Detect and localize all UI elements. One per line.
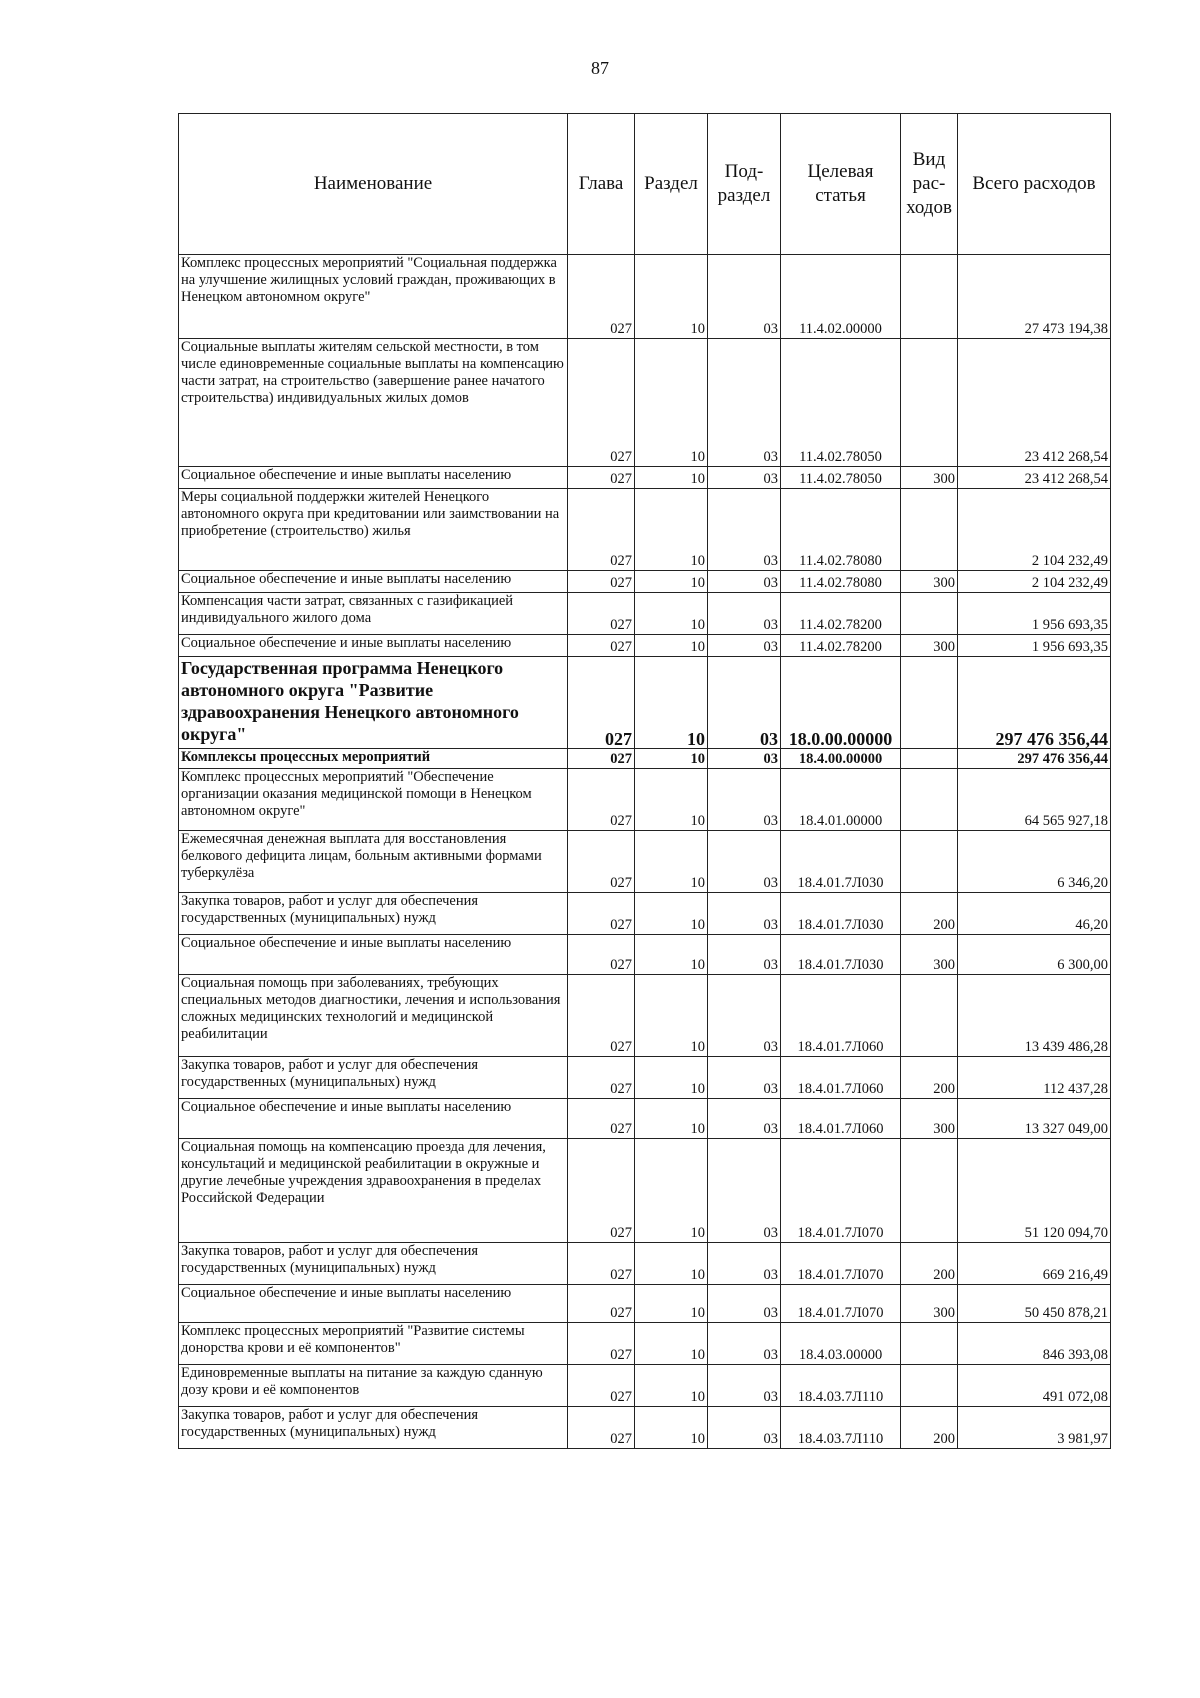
cell-razdel: 10 bbox=[635, 255, 708, 339]
cell-vid-rashodov bbox=[901, 593, 958, 635]
cell-podrazdel: 03 bbox=[708, 593, 781, 635]
table-row bbox=[179, 1057, 1111, 1099]
cell-podrazdel: 03 bbox=[708, 1285, 781, 1323]
cell-podrazdel: 03 bbox=[708, 831, 781, 893]
cell-glava: 027 bbox=[568, 1285, 635, 1323]
cell-name: Социальное обеспечение и иные выплаты населению bbox=[179, 571, 568, 593]
cell-celevaya-statya: 18.4.03.7Л110 bbox=[781, 1407, 901, 1449]
cell-vid-rashodov bbox=[901, 831, 958, 893]
cell-total: 297 476 356,44 bbox=[958, 749, 1111, 769]
cell-razdel: 10 bbox=[635, 635, 708, 657]
cell-total: 23 412 268,54 bbox=[958, 339, 1111, 467]
table-row bbox=[179, 635, 1111, 657]
cell-razdel: 10 bbox=[635, 1285, 708, 1323]
cell-celevaya-statya: 11.4.02.78080 bbox=[781, 571, 901, 593]
cell-celevaya-statya: 18.4.01.7Л060 bbox=[781, 1099, 901, 1139]
cell-total: 3 981,97 bbox=[958, 1407, 1111, 1449]
cell-celevaya-statya: 11.4.02.78080 bbox=[781, 489, 901, 571]
cell-celevaya-statya: 11.4.02.78200 bbox=[781, 593, 901, 635]
cell-razdel: 10 bbox=[635, 593, 708, 635]
table-body bbox=[179, 255, 1111, 1449]
header-podrazdel: Под- раздел bbox=[708, 114, 781, 255]
cell-razdel: 10 bbox=[635, 1057, 708, 1099]
table-row bbox=[179, 1243, 1111, 1285]
cell-glava: 027 bbox=[568, 1323, 635, 1365]
cell-podrazdel: 03 bbox=[708, 1365, 781, 1407]
cell-razdel: 10 bbox=[635, 1099, 708, 1139]
cell-razdel: 10 bbox=[635, 571, 708, 593]
cell-podrazdel: 03 bbox=[708, 1139, 781, 1243]
cell-vid-rashodov bbox=[901, 339, 958, 467]
cell-razdel: 10 bbox=[635, 657, 708, 749]
cell-name: Социальное обеспечение и иные выплаты населению bbox=[179, 467, 568, 489]
cell-razdel: 10 bbox=[635, 975, 708, 1057]
header-name: Наименование bbox=[179, 114, 568, 255]
cell-glava: 027 bbox=[568, 975, 635, 1057]
cell-name: Закупка товаров, работ и услуг для обеспечения государственных (муниципальных) нужд bbox=[179, 1057, 568, 1099]
cell-vid-rashodov: 300 bbox=[901, 467, 958, 489]
cell-name: Комплекс процессных мероприятий "Социальная поддержка на улучшение жилищных условий граждан, проживающих в Ненецком автономном округе" bbox=[179, 255, 568, 339]
cell-name: Социальные выплаты жителям сельской местности, в том числе единовременные социальные выплаты на компенсацию части затрат, на строительство (завершение ранее начатого строительства) индивидуальных жилых домов bbox=[179, 339, 568, 467]
cell-total: 2 104 232,49 bbox=[958, 489, 1111, 571]
table-row bbox=[179, 255, 1111, 339]
table-row bbox=[179, 489, 1111, 571]
cell-total: 669 216,49 bbox=[958, 1243, 1111, 1285]
table-row bbox=[179, 1407, 1111, 1449]
table-row bbox=[179, 1285, 1111, 1323]
table-row bbox=[179, 1099, 1111, 1139]
cell-podrazdel: 03 bbox=[708, 255, 781, 339]
cell-celevaya-statya: 11.4.02.00000 bbox=[781, 255, 901, 339]
cell-glava: 027 bbox=[568, 339, 635, 467]
cell-vid-rashodov: 200 bbox=[901, 893, 958, 935]
cell-podrazdel: 03 bbox=[708, 1099, 781, 1139]
table-row bbox=[179, 1323, 1111, 1365]
cell-vid-rashodov bbox=[901, 657, 958, 749]
cell-name: Социальное обеспечение и иные выплаты населению bbox=[179, 1099, 568, 1139]
cell-glava: 027 bbox=[568, 571, 635, 593]
cell-podrazdel: 03 bbox=[708, 1243, 781, 1285]
cell-podrazdel: 03 bbox=[708, 467, 781, 489]
cell-celevaya-statya: 18.4.03.00000 bbox=[781, 1323, 901, 1365]
cell-name: Закупка товаров, работ и услуг для обеспечения государственных (муниципальных) нужд bbox=[179, 1243, 568, 1285]
cell-vid-rashodov: 200 bbox=[901, 1057, 958, 1099]
cell-vid-rashodov bbox=[901, 1139, 958, 1243]
cell-podrazdel: 03 bbox=[708, 935, 781, 975]
cell-total: 27 473 194,38 bbox=[958, 255, 1111, 339]
cell-glava: 027 bbox=[568, 1139, 635, 1243]
cell-razdel: 10 bbox=[635, 1407, 708, 1449]
cell-glava: 027 bbox=[568, 935, 635, 975]
cell-vid-rashodov: 300 bbox=[901, 1285, 958, 1323]
cell-podrazdel: 03 bbox=[708, 635, 781, 657]
cell-glava: 027 bbox=[568, 769, 635, 831]
cell-razdel: 10 bbox=[635, 1139, 708, 1243]
page-number: 87 bbox=[591, 58, 609, 78]
cell-podrazdel: 03 bbox=[708, 571, 781, 593]
cell-glava: 027 bbox=[568, 657, 635, 749]
table-row bbox=[179, 339, 1111, 467]
cell-total: 1 956 693,35 bbox=[958, 593, 1111, 635]
cell-glava: 027 bbox=[568, 255, 635, 339]
cell-vid-rashodov bbox=[901, 749, 958, 769]
cell-name: Социальное обеспечение и иные выплаты населению bbox=[179, 1285, 568, 1323]
cell-name: Комплекс процессных мероприятий "Обеспечение организации оказания медицинской помощи в Ненецком автономном округе" bbox=[179, 769, 568, 831]
cell-total: 2 104 232,49 bbox=[958, 571, 1111, 593]
cell-podrazdel: 03 bbox=[708, 339, 781, 467]
cell-razdel: 10 bbox=[635, 489, 708, 571]
header-glava: Глава bbox=[568, 114, 635, 255]
cell-total: 297 476 356,44 bbox=[958, 657, 1111, 749]
cell-razdel: 10 bbox=[635, 1243, 708, 1285]
cell-total: 112 437,28 bbox=[958, 1057, 1111, 1099]
table-row bbox=[179, 1365, 1111, 1407]
cell-celevaya-statya: 18.4.01.00000 bbox=[781, 769, 901, 831]
cell-podrazdel: 03 bbox=[708, 893, 781, 935]
cell-podrazdel: 03 bbox=[708, 489, 781, 571]
cell-total: 23 412 268,54 bbox=[958, 467, 1111, 489]
cell-razdel: 10 bbox=[635, 749, 708, 769]
cell-podrazdel: 03 bbox=[708, 1323, 781, 1365]
cell-razdel: 10 bbox=[635, 467, 708, 489]
cell-vid-rashodov: 300 bbox=[901, 571, 958, 593]
cell-celevaya-statya: 11.4.02.78050 bbox=[781, 339, 901, 467]
cell-celevaya-statya: 11.4.02.78050 bbox=[781, 467, 901, 489]
cell-podrazdel: 03 bbox=[708, 975, 781, 1057]
cell-vid-rashodov bbox=[901, 769, 958, 831]
table-row bbox=[179, 769, 1111, 831]
cell-razdel: 10 bbox=[635, 831, 708, 893]
cell-total: 51 120 094,70 bbox=[958, 1139, 1111, 1243]
cell-total: 50 450 878,21 bbox=[958, 1285, 1111, 1323]
cell-razdel: 10 bbox=[635, 1365, 708, 1407]
cell-name: Ежемесячная денежная выплата для восстановления белкового дефицита лицам, больным активными формами туберкулёза bbox=[179, 831, 568, 893]
cell-glava: 027 bbox=[568, 1057, 635, 1099]
cell-vid-rashodov bbox=[901, 1365, 958, 1407]
table-row bbox=[179, 657, 1111, 749]
header-vid-rashodov: Вид рас- ходов bbox=[901, 114, 958, 255]
header-razdel: Раздел bbox=[635, 114, 708, 255]
cell-vid-rashodov bbox=[901, 975, 958, 1057]
table-row bbox=[179, 893, 1111, 935]
cell-celevaya-statya: 18.4.01.7Л070 bbox=[781, 1139, 901, 1243]
cell-podrazdel: 03 bbox=[708, 749, 781, 769]
table-row bbox=[179, 935, 1111, 975]
cell-celevaya-statya: 18.0.00.00000 bbox=[781, 657, 901, 749]
cell-name: Закупка товаров, работ и услуг для обеспечения государственных (муниципальных) нужд bbox=[179, 893, 568, 935]
cell-vid-rashodov: 200 bbox=[901, 1407, 958, 1449]
budget-table bbox=[178, 113, 1111, 1449]
cell-razdel: 10 bbox=[635, 769, 708, 831]
table-row bbox=[179, 593, 1111, 635]
cell-razdel: 10 bbox=[635, 935, 708, 975]
table-row bbox=[179, 975, 1111, 1057]
cell-glava: 027 bbox=[568, 893, 635, 935]
cell-glava: 027 bbox=[568, 1243, 635, 1285]
table-row bbox=[179, 571, 1111, 593]
table-row bbox=[179, 749, 1111, 769]
cell-celevaya-statya: 18.4.01.7Л070 bbox=[781, 1243, 901, 1285]
cell-name: Социальное обеспечение и иные выплаты населению bbox=[179, 935, 568, 975]
table-row bbox=[179, 831, 1111, 893]
cell-total: 6 346,20 bbox=[958, 831, 1111, 893]
cell-total: 846 393,08 bbox=[958, 1323, 1111, 1365]
cell-glava: 027 bbox=[568, 1407, 635, 1449]
table-row bbox=[179, 1139, 1111, 1243]
cell-podrazdel: 03 bbox=[708, 769, 781, 831]
cell-celevaya-statya: 18.4.01.7Л070 bbox=[781, 1285, 901, 1323]
cell-name: Единовременные выплаты на питание за каждую сданную дозу крови и её компонентов bbox=[179, 1365, 568, 1407]
cell-vid-rashodov: 300 bbox=[901, 935, 958, 975]
cell-vid-rashodov: 300 bbox=[901, 635, 958, 657]
cell-podrazdel: 03 bbox=[708, 1057, 781, 1099]
cell-name: Государственная программа Ненецкого автономного округа "Развитие здравоохранения Ненецкого автономного округа" bbox=[179, 657, 568, 749]
cell-celevaya-statya: 18.4.00.00000 bbox=[781, 749, 901, 769]
cell-vid-rashodov bbox=[901, 1323, 958, 1365]
cell-glava: 027 bbox=[568, 635, 635, 657]
cell-name: Социальное обеспечение и иные выплаты населению bbox=[179, 635, 568, 657]
cell-total: 1 956 693,35 bbox=[958, 635, 1111, 657]
cell-celevaya-statya: 18.4.01.7Л030 bbox=[781, 935, 901, 975]
cell-name: Закупка товаров, работ и услуг для обеспечения государственных (муниципальных) нужд bbox=[179, 1407, 568, 1449]
cell-razdel: 10 bbox=[635, 1323, 708, 1365]
cell-celevaya-statya: 18.4.01.7Л030 bbox=[781, 831, 901, 893]
cell-name: Комплекс процессных мероприятий "Развитие системы донорства крови и её компонентов" bbox=[179, 1323, 568, 1365]
cell-celevaya-statya: 18.4.01.7Л060 bbox=[781, 975, 901, 1057]
cell-total: 46,20 bbox=[958, 893, 1111, 935]
cell-glava: 027 bbox=[568, 593, 635, 635]
cell-name: Социальная помощь на компенсацию проезда для лечения, консультаций и медицинской реабилитации в окружные и другие лечебные учреждения здравоохранения в пределах Российской Федерации bbox=[179, 1139, 568, 1243]
cell-total: 13 327 049,00 bbox=[958, 1099, 1111, 1139]
cell-glava: 027 bbox=[568, 489, 635, 571]
cell-celevaya-statya: 18.4.01.7Л060 bbox=[781, 1057, 901, 1099]
cell-podrazdel: 03 bbox=[708, 657, 781, 749]
budget-table-container bbox=[178, 113, 1110, 1449]
cell-glava: 027 bbox=[568, 1365, 635, 1407]
cell-celevaya-statya: 18.4.03.7Л110 bbox=[781, 1365, 901, 1407]
cell-name: Компенсация части затрат, связанных с газификацией индивидуального жилого дома bbox=[179, 593, 568, 635]
header-celevaya-statya: Целевая статья bbox=[781, 114, 901, 255]
cell-total: 64 565 927,18 bbox=[958, 769, 1111, 831]
table-header bbox=[179, 114, 1111, 255]
cell-celevaya-statya: 18.4.01.7Л030 bbox=[781, 893, 901, 935]
cell-name: Социальная помощь при заболеваниях, требующих специальных методов диагностики, лечения и использования сложных медицинских технологий и медицинской реабилитации bbox=[179, 975, 568, 1057]
header-total: Всего расходов bbox=[958, 114, 1111, 255]
cell-razdel: 10 bbox=[635, 339, 708, 467]
cell-total: 6 300,00 bbox=[958, 935, 1111, 975]
cell-name: Комплексы процессных мероприятий bbox=[179, 749, 568, 769]
cell-glava: 027 bbox=[568, 467, 635, 489]
cell-vid-rashodov: 300 bbox=[901, 1099, 958, 1139]
cell-total: 491 072,08 bbox=[958, 1365, 1111, 1407]
cell-podrazdel: 03 bbox=[708, 1407, 781, 1449]
cell-vid-rashodov bbox=[901, 255, 958, 339]
cell-razdel: 10 bbox=[635, 893, 708, 935]
cell-celevaya-statya: 11.4.02.78200 bbox=[781, 635, 901, 657]
cell-name: Меры социальной поддержки жителей Ненецкого автономного округа при кредитовании или заимствовании на приобретение (строительство) жилья bbox=[179, 489, 568, 571]
cell-glava: 027 bbox=[568, 831, 635, 893]
cell-vid-rashodov bbox=[901, 489, 958, 571]
cell-glava: 027 bbox=[568, 749, 635, 769]
cell-vid-rashodov: 200 bbox=[901, 1243, 958, 1285]
cell-total: 13 439 486,28 bbox=[958, 975, 1111, 1057]
cell-glava: 027 bbox=[568, 1099, 635, 1139]
table-row bbox=[179, 467, 1111, 489]
